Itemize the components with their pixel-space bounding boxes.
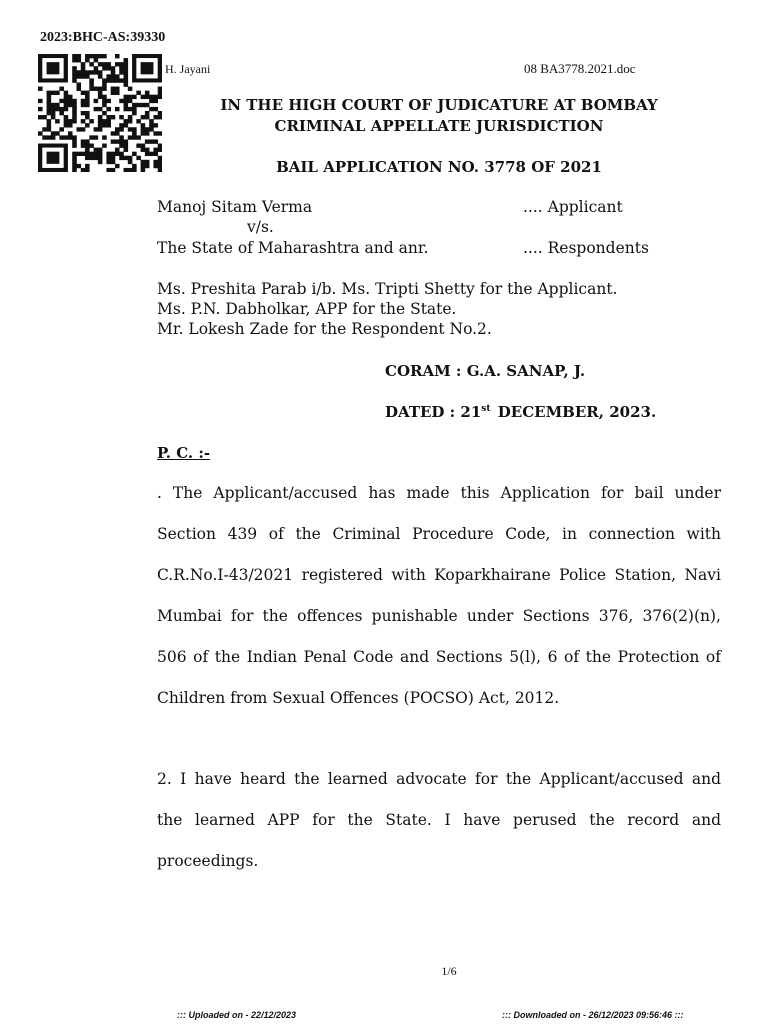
dated-prefix: DATED : 21 [385,403,482,421]
case-number: BAIL APPLICATION NO. 3778 OF 2021 [276,158,602,176]
paragraph-line: the learned APP for the State. I have perused the record and [157,811,721,829]
dated-suffix: st [481,404,491,414]
versus-label: v/s. [247,218,274,236]
counsel-line: Mr. Lokesh Zade for the Respondent No.2. [157,320,492,338]
paragraph-line: proceedings. [157,852,259,870]
applicant-name: Manoj Sitam Verma [157,198,313,216]
page-number: 1/6 [441,964,457,978]
jurisdiction-title: CRIMINAL APPELLATE JURISDICTION [274,117,604,135]
signatory-name: H. Jayani [165,62,211,76]
coram-line: CORAM : G.A. SANAP, J. [385,362,586,380]
applicant-role: .... Applicant [523,198,623,216]
footer-uploaded: ::: Uploaded on - 22/12/2023 [177,1010,297,1020]
paragraph-line: Children from Sexual Offences (POCSO) Act, 2012. [157,689,560,707]
dated-rest: DECEMBER, 2023. [497,403,657,421]
counsel-line: Ms. Preshita Parab i/b. Ms. Tripti Shetty for the Applicant. [157,280,618,298]
dated-line [385,403,656,421]
respondent-name: The State of Maharashtra and anr. [157,239,429,257]
paragraph-line: C.R.No.I-43/2021 registered with Koparkhairane Police Station, Navi [157,566,721,584]
citation-id: 2023:BHC-AS:39330 [40,30,166,45]
document-filename: 08 BA3778.2021.doc [524,61,636,76]
court-title: IN THE HIGH COURT OF JUDICATURE AT BOMBAY [220,96,658,114]
footer-downloaded: ::: Downloaded on - 26/12/2023 09:56:46 ::: [502,1010,684,1020]
paragraph-line: 506 of the Indian Penal Code and Sections 5(l), 6 of the Protection of [157,648,721,666]
counsel-line: Ms. P.N. Dabholkar, APP for the State. [157,300,457,318]
pc-heading: P. C. :- [157,444,211,462]
paragraph-line: Mumbai for the offences punishable under Sections 376, 376(2)(n), [157,607,721,625]
paragraph-line: Section 439 of the Criminal Procedure Code, in connection with [157,525,721,543]
respondent-role: .... Respondents [523,239,649,257]
paragraph-line: . The Applicant/accused has made this Application for bail under [157,484,721,502]
paragraph-line: 2. I have heard the learned advocate for the Applicant/accused and [157,770,721,788]
